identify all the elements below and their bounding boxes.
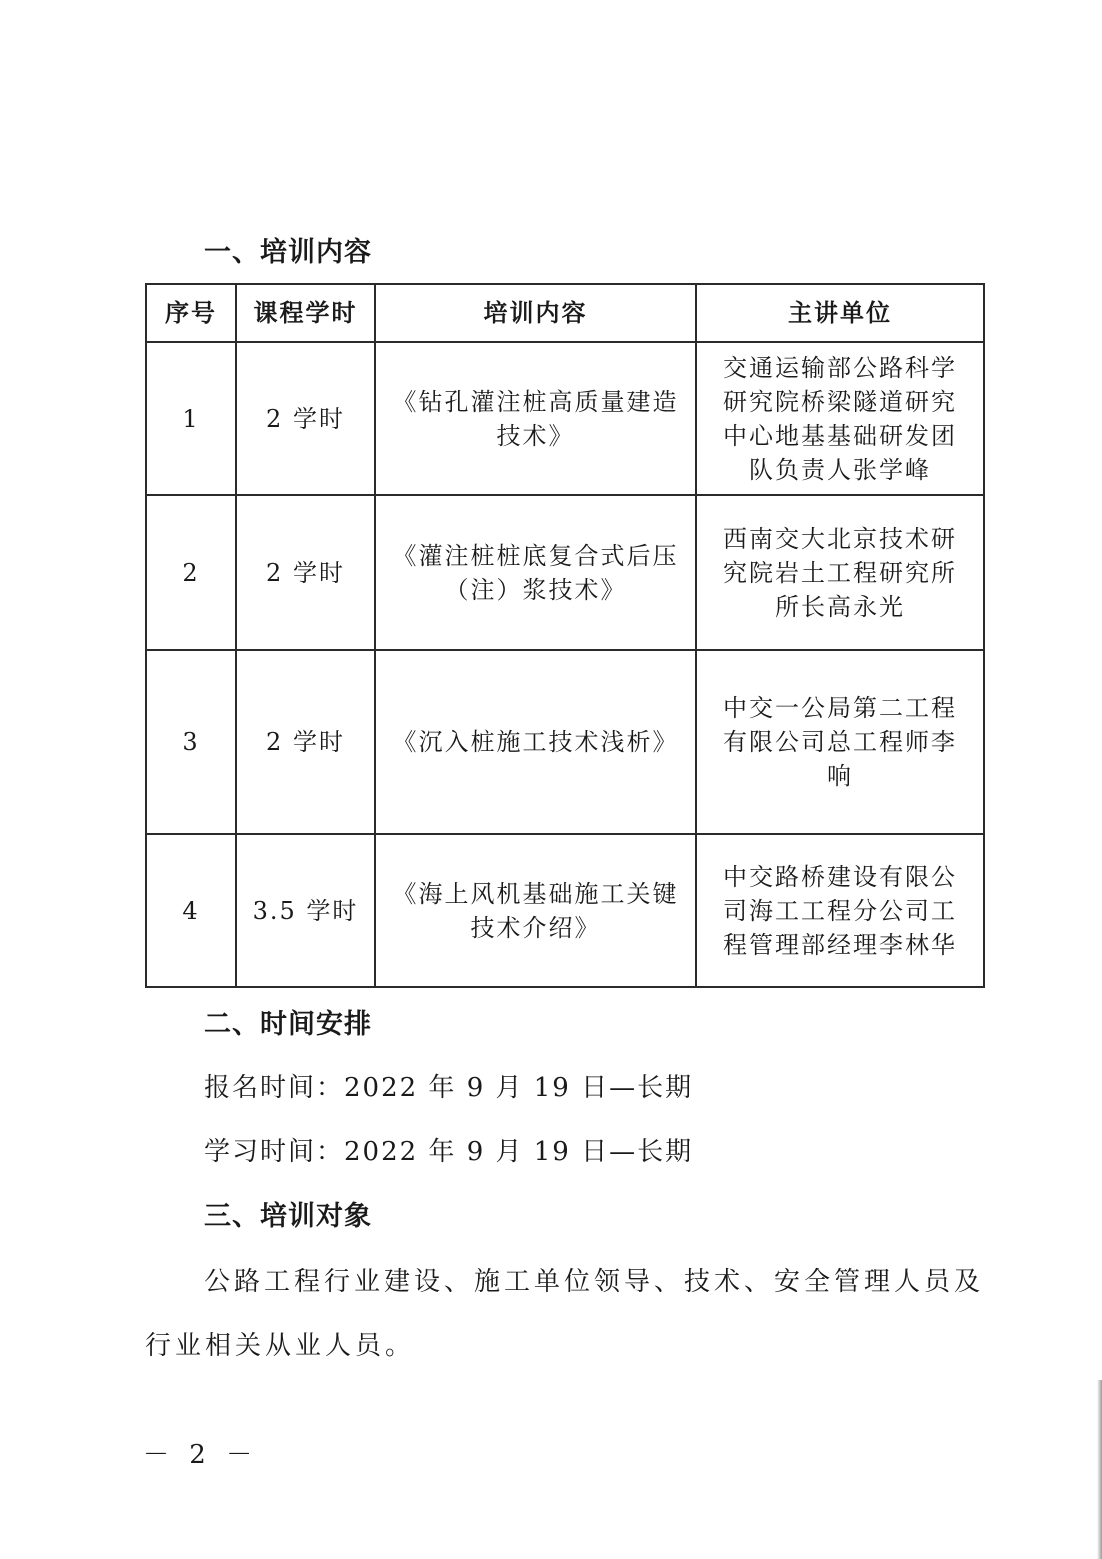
cell-training-content: 《钻孔灌注桩高质量建造技术》 [375, 342, 696, 495]
cell-course-hours: 2 学时 [236, 495, 375, 650]
table-row [146, 342, 984, 495]
cell-lecturer-unit: 交通运输部公路科学研究院桥梁隧道研究中心地基基础研发团队负责人张学峰 [696, 342, 984, 495]
header-course-hours: 课程学时 [236, 284, 375, 342]
audience-text-line-2: 行业相关从业人员。 [145, 1331, 416, 1361]
training-content-table [145, 283, 985, 988]
cell-lecturer-unit: 中交一公局第二工程有限公司总工程师李响 [696, 650, 984, 834]
section-heading-audience: 三、培训对象 [204, 1201, 372, 1232]
cell-serial-number: 1 [146, 342, 236, 495]
registration-time: 报名时间：2022 年 9 月 19 日—长期 [204, 1073, 694, 1103]
audience-text-line-1: 公路工程行业建设、施工单位领导、技术、安全管理人员及 [204, 1267, 985, 1297]
section-heading-training-content: 一、培训内容 [204, 237, 372, 268]
table-row [146, 834, 984, 987]
study-time: 学习时间：2022 年 9 月 19 日—长期 [204, 1137, 694, 1167]
header-serial-number: 序号 [146, 284, 236, 342]
cell-lecturer-unit: 西南交大北京技术研究院岩土工程研究所所长高永光 [696, 495, 984, 650]
table-row [146, 650, 984, 834]
header-lecturer-unit: 主讲单位 [696, 284, 984, 342]
cell-lecturer-unit: 中交路桥建设有限公司海工工程分公司工程管理部经理李林华 [696, 834, 984, 987]
cell-serial-number: 2 [146, 495, 236, 650]
cell-training-content: 《灌注桩桩底复合式后压（注）浆技术》 [375, 495, 696, 650]
cell-serial-number: 3 [146, 650, 236, 834]
table-row [146, 495, 984, 650]
cell-training-content: 《沉入桩施工技术浅析》 [375, 650, 696, 834]
scan-edge-shadow [1097, 1380, 1102, 1559]
cell-course-hours: 2 学时 [236, 342, 375, 495]
section-heading-schedule: 二、时间安排 [204, 1009, 372, 1040]
cell-course-hours: 2 学时 [236, 650, 375, 834]
header-training-content: 培训内容 [375, 284, 696, 342]
cell-training-content: 《海上风机基础施工关键技术介绍》 [375, 834, 696, 987]
cell-course-hours: 3.5 学时 [236, 834, 375, 987]
page-number: － 2 － [143, 1440, 259, 1470]
table-header-row [146, 284, 984, 342]
cell-serial-number: 4 [146, 834, 236, 987]
